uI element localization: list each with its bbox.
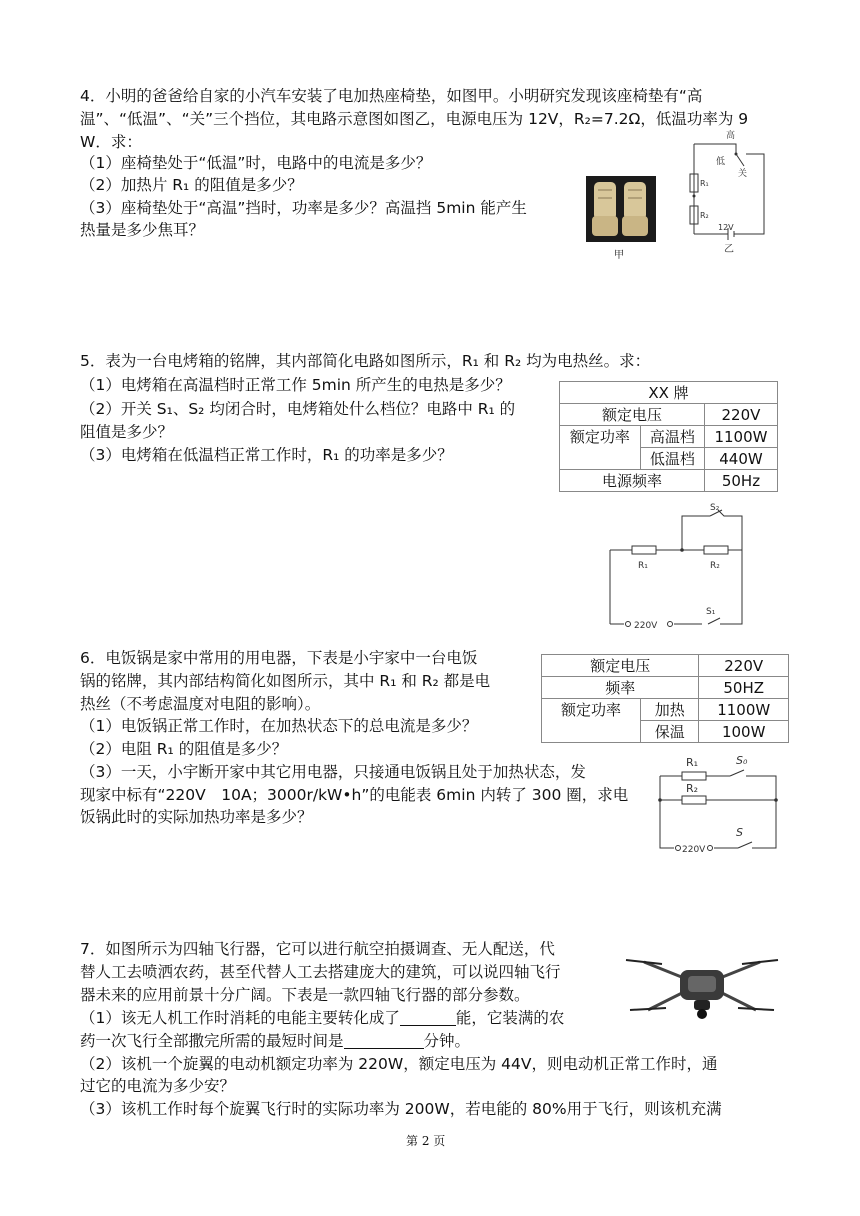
oven-high-value: 1100W: [704, 426, 777, 448]
q7-sub2a: （2）该机一个旋翼的电动机额定功率为 220W，额定电压为 44V，则电动机正常工作时，通: [80, 1055, 718, 1073]
cooker-rated-voltage-label: 额定电压: [542, 655, 699, 677]
q6-sub3b: 现家中标有“220V 10A；3000r/kW•h”的电能表 6min 内转了 300 圈，求电: [80, 786, 629, 804]
q6-sub1: （1）电饭锅正常工作时，在加热状态下的总电流是多少？: [80, 717, 478, 735]
q4-sub3b: 热量是多少焦耳？: [80, 221, 205, 239]
q7-line3: 器未来的应用前景十分广阔。下表是一款四轴飞行器的部分参数。: [80, 986, 530, 1004]
q4-sub1: （1）座椅垫处于“低温”时，电路中的电流是多少？: [80, 154, 432, 172]
q4-line1: 4．小明的爸爸给自家的小汽车安装了电加热座椅垫，如图甲。小明研究发现该座椅垫有“高: [80, 87, 703, 105]
q7-sub1d: 分钟。: [423, 1032, 471, 1050]
circuit-r2-label: R₂: [700, 211, 709, 220]
oven-r2-label: R₂: [710, 561, 720, 571]
cooker-freq-label: 频率: [542, 677, 699, 699]
q4-sub3a: （3）座椅垫处于“高温”挡时，功率是多少？高温挡 5min 能产生: [80, 199, 527, 217]
q4-line3: W．求：: [80, 133, 142, 151]
oven-s1-label: S₁: [706, 607, 716, 617]
oven-rated-power-label: 额定功率: [560, 426, 641, 470]
q4-sub2: （2）加热片 R₁ 的阻值是多少？: [80, 176, 303, 194]
q7-line1: 7．如图所示为四轴飞行器，它可以进行航空拍摄调查、无人配送，代: [80, 940, 555, 958]
q7-line2: 替人工去喷洒农药，甚至代替人工去搭建庞大的建筑，可以说四轴飞行: [80, 963, 561, 981]
cooker-keep-label: 保温: [641, 721, 699, 743]
q6-line3: 热丝（不考虑温度对电阻的影响）。: [80, 695, 321, 713]
oven-high-label: 高温档: [640, 426, 704, 448]
q6-line1: 6．电饭锅是家中常用的用电器，下表是小宇家中一台电饭: [80, 649, 478, 667]
oven-low-value: 440W: [704, 448, 777, 470]
cooker-s0-label: S₀: [736, 754, 748, 767]
q6-sub2: （2）电阻 R₁ 的阻值是多少？: [80, 740, 288, 758]
oven-freq-label: 电源频率: [560, 470, 705, 492]
answer-blank-1[interactable]: [400, 1009, 456, 1026]
oven-brand: XX 牌: [560, 382, 778, 404]
circuit-high-label: 高: [726, 131, 736, 141]
q5-sub1: （1）电烤箱在高温档时正常工作 5min 所产生的电热是多少？: [80, 376, 511, 394]
oven-rated-voltage: 220V: [704, 404, 777, 426]
cooker-voltage-label: 220V: [682, 845, 706, 855]
answer-blank-2[interactable]: [344, 1032, 424, 1049]
q5-sub2b: 阻值是多少？: [80, 423, 174, 441]
oven-freq: 50Hz: [704, 470, 777, 492]
q7-sub1a: （1）该无人机工作时消耗的电能主要转化成了: [80, 1009, 400, 1027]
cooker-keep-value: 100W: [699, 721, 789, 743]
fig-jia-label: 甲: [614, 250, 624, 261]
q7-sub3: （3）该机工作时每个旋翼飞行时的实际功率为 200W，若电能的 80%用于飞行，则该机充满: [80, 1100, 722, 1118]
q4-line2: 温”、“低温”、“关”三个挡位，其电路示意图如图乙，电源电压为 12V，R₂=7.2Ω，低温功率为 9: [80, 110, 749, 128]
oven-s2-label: S₂: [710, 503, 720, 513]
circuit-low-label: 低: [716, 157, 726, 167]
oven-voltage-label: 220V: [634, 621, 658, 631]
heated-seat-photo: [586, 176, 656, 242]
cooker-spec-table: [541, 654, 789, 743]
cooker-rated-voltage: 220V: [699, 655, 789, 677]
cooker-r1-label: R₁: [686, 756, 699, 769]
cooker-rated-power-label: 额定功率: [542, 699, 641, 743]
cooker-circuit-diagram: [652, 748, 782, 856]
q6-sub3a: （3）一天，小宇断开家中其它用电器，只接通电饭锅且处于加热状态，发: [80, 763, 586, 781]
circuit-voltage-label: 12V: [718, 223, 734, 232]
fig-yi-label: 乙: [724, 244, 734, 255]
oven-spec-table: [559, 381, 778, 492]
q6-sub3c: 饭锅此时的实际加热功率是多少？: [80, 808, 313, 826]
circuit-r1-label: R₁: [700, 179, 709, 188]
q5-sub3: （3）电烤箱在低温档正常工作时，R₁ 的功率是多少？: [80, 446, 453, 464]
quadcopter-image: [624, 944, 780, 1030]
oven-rated-voltage-label: 额定电压: [560, 404, 705, 426]
oven-r1-label: R₁: [638, 561, 648, 571]
oven-low-label: 低温档: [640, 448, 704, 470]
page-number: 第 2 页: [406, 1134, 446, 1148]
cooker-heat-label: 加热: [641, 699, 699, 721]
q6-line2: 锅的铭牌，其内部结构简化如图所示，其中 R₁ 和 R₂ 都是电: [80, 672, 491, 690]
q5-line1: 5．表为一台电烤箱的铭牌，其内部简化电路如图所示，R₁ 和 R₂ 均为电热丝。求：: [80, 352, 651, 370]
seat-circuit-diagram: [676, 126, 776, 256]
q7-sub1-line1: [80, 1007, 564, 1029]
q7-sub2b: 过它的电流为多少安？: [80, 1077, 236, 1095]
cooker-s-label: S: [736, 826, 743, 839]
circuit-off-label: 关: [738, 169, 748, 179]
q7-sub1b: 能，它装满的农: [455, 1009, 565, 1027]
q7-sub1-line2: [80, 1030, 470, 1052]
q5-sub2a: （2）开关 S₁、S₂ 均闭合时，电烤箱处什么档位？电路中 R₁ 的: [80, 400, 516, 418]
cooker-r2-label: R₂: [686, 782, 699, 795]
cooker-heat-value: 1100W: [699, 699, 789, 721]
cooker-freq: 50HZ: [699, 677, 789, 699]
oven-circuit-diagram: [602, 500, 752, 635]
q7-sub1c: 药一次飞行全部撒完所需的最短时间是: [80, 1032, 344, 1050]
